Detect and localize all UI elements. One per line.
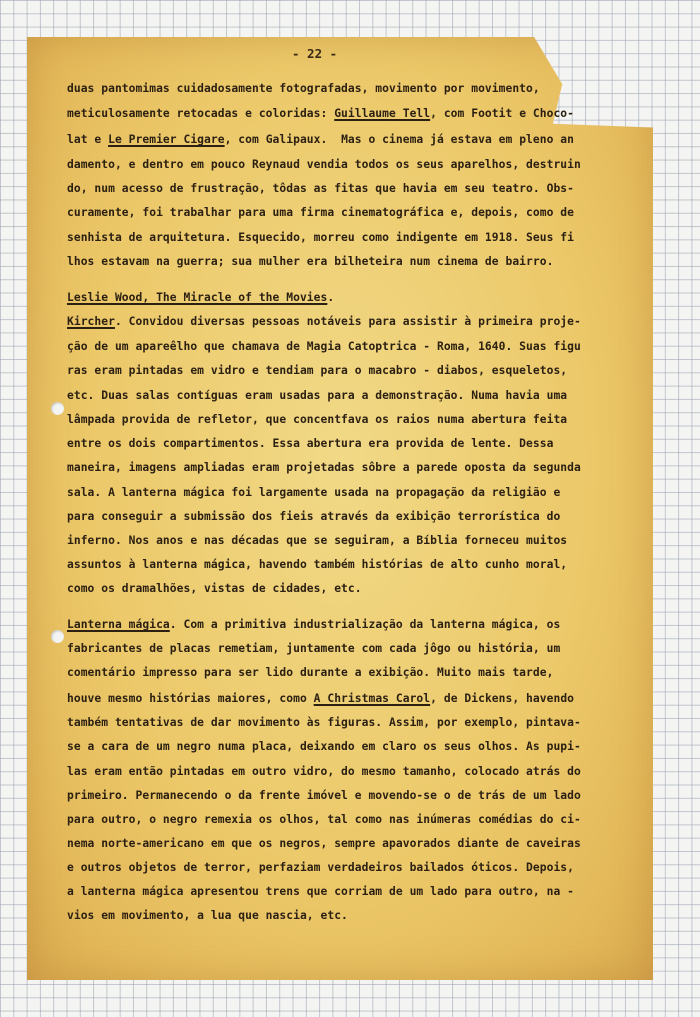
text-line <box>67 765 581 778</box>
text-line <box>67 716 581 729</box>
text-segment: vios em movimento, a lua que nascia, etc. <box>67 909 348 922</box>
text-line <box>67 534 567 547</box>
text-line <box>67 389 567 402</box>
text-line <box>67 582 362 595</box>
text-line <box>67 107 574 120</box>
text-segment: se a cara de um negro numa placa, deixando em claro os seus olhos. As pupi- <box>67 740 581 753</box>
text-line <box>67 692 574 705</box>
text-line <box>67 413 567 426</box>
text-line <box>67 558 567 571</box>
text-line <box>67 510 560 523</box>
text-segment: inferno. Nos anos e nas décadas que se seguiram, a Bíblia forneceu muitos <box>67 534 568 547</box>
text-segment: damento, e dentro em pouco Reynaud vendia todos os seus aparelhos, destruin <box>67 158 581 171</box>
text-segment: primeiro. Permanecendo o da frente imóvel e movendo-se o de trás de um lado <box>67 789 581 802</box>
text-line <box>67 291 334 304</box>
underlined-title: Kircher <box>67 315 115 328</box>
underlined-title: Le Premier Cigare <box>108 133 225 146</box>
text-segment: e outros objetos de terror, perfaziam verdadeiros bailados óticos. Depois, <box>67 861 574 874</box>
text-segment: entre os dois compartimentos. Essa abertura era provida de lente. Dessa <box>67 437 554 450</box>
page-number: - 22 - <box>292 46 338 61</box>
punch-hole-bottom <box>51 630 64 643</box>
text-line <box>67 666 553 679</box>
text-segment: las eram então pintadas em outro vidro, do mesmo tamanho, colocado atrás do <box>67 765 581 778</box>
text-line <box>67 158 581 171</box>
text-segment: ção de um apareêlho que chamava de Magia Catoptrica - Roma, 1640. Suas figu <box>67 340 581 353</box>
text-segment: meticulosamente retocadas e coloridas: <box>67 107 335 120</box>
text-segment: maneira, imagens ampliadas eram projetadas sôbre a parede oposta da segunda <box>67 461 581 474</box>
text-segment: do, num acesso de frustração, tôdas as fitas que havia em seu teatro. Obs- <box>67 182 574 195</box>
text-segment: . Com a primitiva industrialização da lanterna mágica, os <box>169 618 561 631</box>
text-line <box>67 461 581 474</box>
text-line <box>67 437 553 450</box>
text-segment: fabricantes de placas remetiam, juntamente com cada jôgo ou história, um <box>67 642 561 655</box>
text-line <box>67 486 560 499</box>
text-line <box>67 618 560 631</box>
text-line <box>67 340 581 353</box>
text-segment: ras eram pintadas em vidro e tendiam para o macabro - diabos, esqueletos, <box>67 364 568 377</box>
punch-hole-top <box>51 402 64 415</box>
text-segment: como os dramalhões, vistas de cidades, etc. <box>67 582 362 595</box>
text-line <box>67 909 348 922</box>
text-segment: , com Footit e Choco- <box>430 107 575 120</box>
underlined-title: Leslie Wood, The Miracle of the Movies <box>67 291 328 304</box>
text-line <box>67 255 553 268</box>
text-line <box>67 231 574 244</box>
text-segment: . Convidou diversas pessoas notáveis para assistir à primeira proje- <box>114 315 581 328</box>
text-segment: houve mesmo histórias maiores, como <box>67 692 314 705</box>
underlined-title: A Christmas Carol <box>313 692 431 705</box>
text-line <box>67 813 581 826</box>
text-segment: lat e <box>67 133 109 146</box>
text-segment: sala. A lanterna mágica foi largamente usada na propagação da religião e <box>67 486 561 499</box>
text-segment: para outro, o negro remexia os olhos, tal como nas inúmeras comédias do ci- <box>67 813 581 826</box>
text-line <box>67 885 574 898</box>
text-segment: curamente, foi trabalhar para uma firma cinematográfica e, depois, como de <box>67 206 574 219</box>
text-line <box>67 315 581 328</box>
text-line <box>67 364 567 377</box>
text-line <box>67 789 581 802</box>
text-segment: etc. Duas salas contíguas eram usadas para a demonstração. Numa havia uma <box>67 389 568 402</box>
text-segment: lâmpada provida de refletor, que concentfava os raios numa abertura feita <box>67 413 568 426</box>
text-segment: para conseguir a submissão dos fieis através da exibição terrorística do <box>67 510 561 523</box>
underlined-title: Lanterna mágica <box>67 618 170 631</box>
text-line <box>67 133 574 146</box>
text-segment: . <box>327 291 335 304</box>
text-segment: duas pantomimas cuidadosamente fotografadas, movimento por movimento, <box>67 82 540 95</box>
text-segment: também tentativas de dar movimento às figuras. Assim, por exemplo, pintava- <box>67 716 581 729</box>
text-line <box>67 206 574 219</box>
text-segment: nema norte-americano em que os negros, sempre apavorados diante de caveiras <box>67 837 581 850</box>
text-segment: a lanterna mágica apresentou trens que corriam de um lado para outro, na - <box>67 885 574 898</box>
text-line <box>67 861 574 874</box>
text-line <box>67 82 540 95</box>
text-segment: assuntos à lanterna mágica, havendo também histórias de alto cunho moral, <box>67 558 568 571</box>
text-line <box>67 642 560 655</box>
text-line <box>67 182 574 195</box>
text-segment: , de Dickens, havendo <box>430 692 575 705</box>
text-segment: lhos estavam na guerra; sua mulher era bilheteira num cinema de bairro. <box>67 255 554 268</box>
text-line <box>67 837 581 850</box>
text-segment: senhista de arquitetura. Esquecido, morreu como indigente em 1918. Seus fi <box>67 231 574 244</box>
underlined-title: Guillaume Tell <box>334 107 431 120</box>
text-segment: comentário impresso para ser lido durante a exibição. Muito mais tarde, <box>67 666 554 679</box>
text-line <box>67 740 581 753</box>
text-segment: , com Galipaux. Mas o cinema já estava em pleno an <box>224 133 575 146</box>
